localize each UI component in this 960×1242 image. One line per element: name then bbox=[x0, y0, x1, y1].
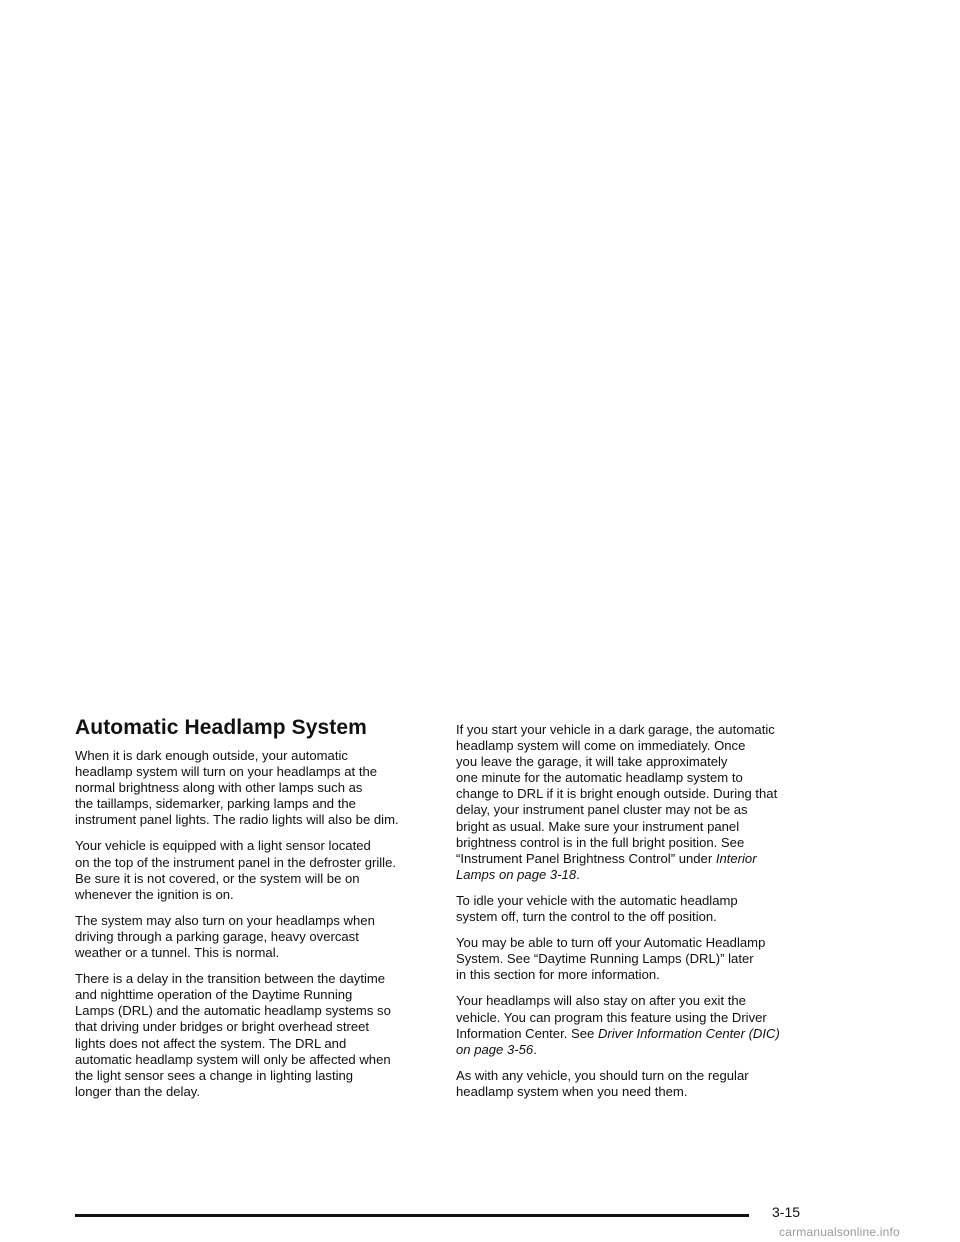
paragraph: When it is dark enough outside, your automatic headlamp system will turn on your headlamps at the normal brightness along with other lamps such as the taillamps, sidemarker, parking lamps and the instrument panel lights. The radio lights will also be dim. bbox=[75, 748, 399, 828]
footer-rule bbox=[75, 1214, 749, 1217]
left-column bbox=[75, 748, 435, 1110]
cross-reference-link[interactable]: Driver Information Center (DIC) on page 3-56 bbox=[456, 1025, 780, 1057]
paragraph: Your vehicle is equipped with a light sensor located on the top of the instrument panel in the defroster grille. Be sure it is not covered, or the system will be on whenever the ignition is on. bbox=[75, 838, 396, 902]
watermark: carmanualsonline.info bbox=[779, 1225, 900, 1239]
right-column bbox=[456, 722, 818, 1110]
section-heading: Automatic Headlamp System bbox=[75, 716, 367, 739]
paragraph: As with any vehicle, you should turn on the regular headlamp system when you need them. bbox=[456, 1067, 749, 1099]
paragraph: There is a delay in the transition between the daytime and nighttime operation of the Daytime Running Lamps (DRL) and the automatic headlamp systems so that driving under bridges or bright overhead street lights does not affect the system. The DRL and automatic headlamp system will only be affected when the light sensor sees a change in lighting lasting longer than the delay. bbox=[75, 971, 391, 1099]
paragraph-end: . bbox=[576, 866, 580, 882]
paragraph-text: If you start your vehicle in a dark garage, the automatic headlamp system will come on immediately. Once you leave the garage, it will take approximately one minute for the automatic headlamp system to change to DRL if it is bright enough outside. During that delay, your instrument panel cluster may not be as bright as usual. Make sure your instrument panel brightness control is in the full bright position. See “Instrument Panel Brightness Control” under bbox=[456, 722, 778, 866]
paragraph bbox=[456, 993, 818, 1057]
paragraph: You may be able to turn off your Automatic Headlamp System. See “Daytime Running Lamps (DRL)” later in this section for more information. bbox=[456, 935, 766, 983]
paragraph-end: . bbox=[533, 1041, 537, 1057]
page-number: 3-15 bbox=[772, 1204, 801, 1220]
cross-reference-link[interactable]: Interior Lamps on page 3-18 bbox=[456, 850, 757, 882]
paragraph bbox=[456, 722, 818, 883]
paragraph: The system may also turn on your headlamps when driving through a parking garage, heavy overcast weather or a tunnel. This is normal. bbox=[75, 912, 375, 961]
paragraph: To idle your vehicle with the automatic headlamp system off, turn the control to the off position. bbox=[456, 892, 738, 925]
paragraph-text: Your headlamps will also stay on after you exit the vehicle. You can program this feature using the Driver Information Center. See bbox=[456, 993, 767, 1041]
